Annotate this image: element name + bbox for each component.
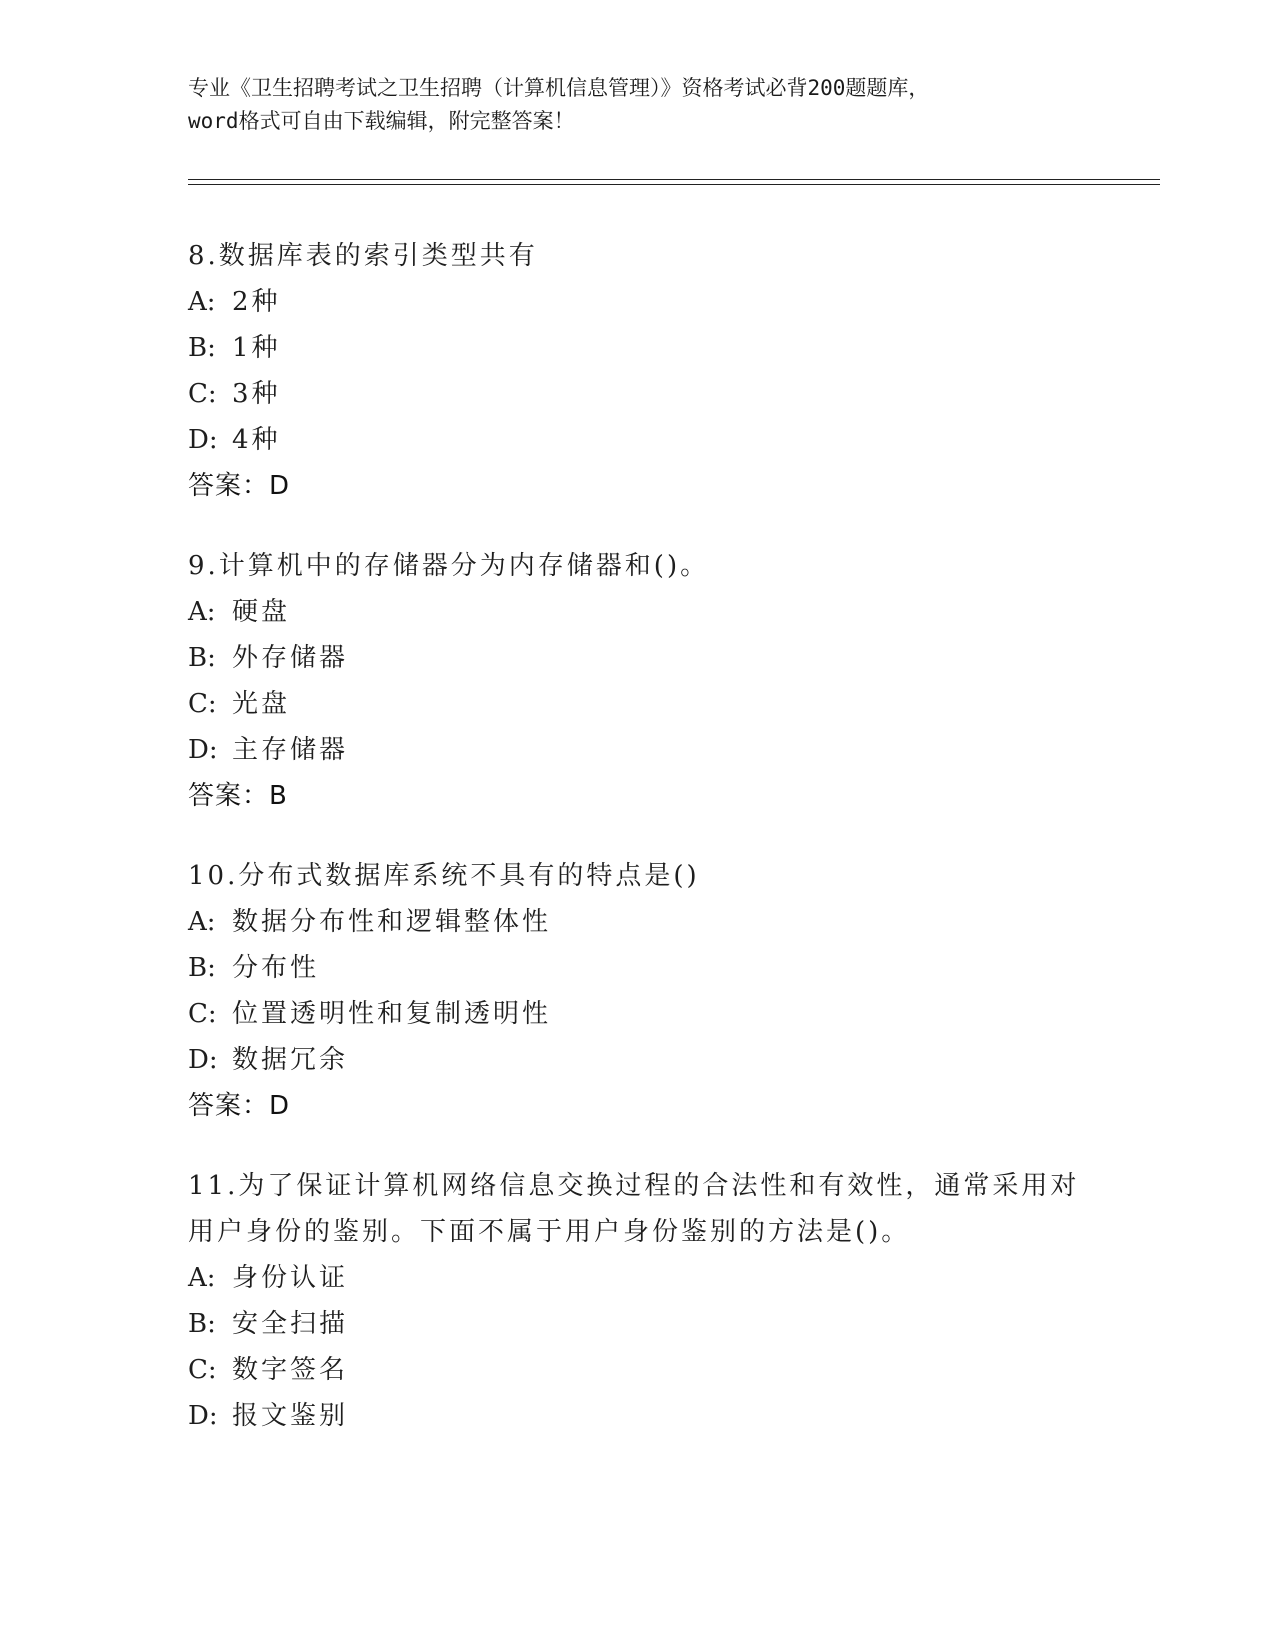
option-letter: D:	[188, 425, 218, 455]
header-line-2: word格式可自由下载编辑，附完整答案！	[188, 109, 575, 133]
option-c	[188, 991, 1088, 1037]
option-a	[188, 589, 1088, 635]
option-d	[188, 417, 1088, 463]
option-d	[188, 1393, 1088, 1439]
option-letter: C:	[188, 1355, 217, 1385]
option-text: 分布性	[232, 953, 320, 983]
option-letter: D:	[188, 1045, 218, 1075]
question-item	[188, 233, 1088, 509]
option-text: 4种	[232, 425, 281, 455]
option-letter: B:	[188, 953, 216, 983]
option-letter: A:	[188, 287, 216, 317]
option-b	[188, 945, 1088, 991]
option-a	[188, 899, 1088, 945]
document-header	[188, 72, 1088, 138]
option-text: 硬盘	[232, 597, 291, 627]
question-item	[188, 543, 1088, 819]
header-line-1: 专业《卫生招聘考试之卫生招聘（计算机信息管理）》资格考试必背200题题库，	[188, 76, 930, 100]
question-list	[188, 233, 1088, 1473]
option-text: 外存储器	[232, 643, 349, 673]
option-letter: D:	[188, 1401, 218, 1431]
header-divider-bottom	[188, 184, 1160, 185]
option-c	[188, 681, 1088, 727]
option-letter: B:	[188, 333, 216, 363]
option-letter: D:	[188, 735, 218, 765]
option-text: 数据冗余	[232, 1045, 349, 1075]
question-item	[188, 853, 1088, 1129]
option-a	[188, 279, 1088, 325]
option-c	[188, 371, 1088, 417]
option-b	[188, 325, 1088, 371]
option-d	[188, 1037, 1088, 1083]
option-b	[188, 635, 1088, 681]
option-text: 光盘	[232, 689, 291, 719]
question-title: 11.为了保证计算机网络信息交换过程的合法性和有效性，通常采用对用户身份的鉴别。下面不属于用户身份鉴别的方法是()。	[188, 1171, 1080, 1247]
answer-line: 答案：B	[188, 781, 288, 811]
question-title: 10.分布式数据库系统不具有的特点是()	[188, 861, 700, 891]
option-text: 安全扫描	[232, 1309, 349, 1339]
option-letter: C:	[188, 999, 217, 1029]
option-text: 数据分布性和逻辑整体性	[232, 907, 552, 937]
option-text: 身份认证	[232, 1263, 349, 1293]
question-item	[188, 1163, 1088, 1439]
option-letter: B:	[188, 643, 216, 673]
option-letter: B:	[188, 1309, 216, 1339]
option-letter: A:	[188, 597, 216, 627]
option-letter: C:	[188, 689, 217, 719]
question-title: 9.计算机中的存储器分为内存储器和()。	[188, 551, 710, 581]
option-text: 主存储器	[232, 735, 349, 765]
option-text: 1种	[232, 333, 281, 363]
option-c	[188, 1347, 1088, 1393]
answer-line: 答案：D	[188, 471, 291, 501]
option-letter: A:	[188, 907, 216, 937]
answer-line: 答案：D	[188, 1091, 291, 1121]
option-b	[188, 1301, 1088, 1347]
option-text: 报文鉴别	[232, 1401, 349, 1431]
option-text: 位置透明性和复制透明性	[232, 999, 552, 1029]
option-d	[188, 727, 1088, 773]
option-letter: C:	[188, 379, 217, 409]
question-title: 8.数据库表的索引类型共有	[188, 241, 538, 271]
option-letter: A:	[188, 1263, 216, 1293]
option-text: 3种	[232, 379, 281, 409]
option-a	[188, 1255, 1088, 1301]
header-divider-top	[188, 179, 1160, 180]
option-text: 2种	[232, 287, 281, 317]
option-text: 数字签名	[232, 1355, 349, 1385]
